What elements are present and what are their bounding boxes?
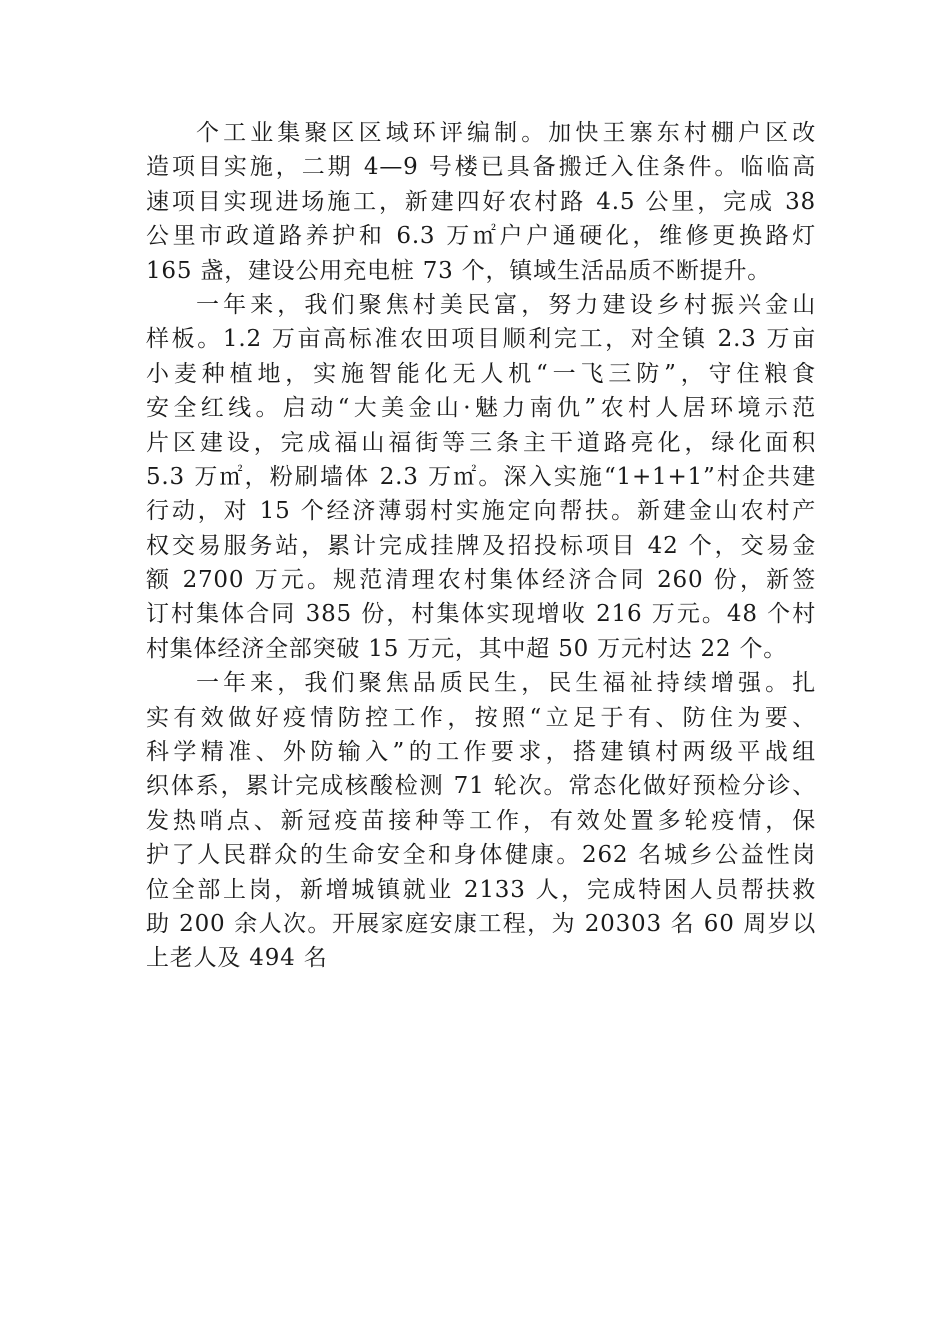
text-line: 公里市政道路养护和 6.3 万㎡户户通硬化，维修更换路灯 [146,223,816,250]
text-line: 样板。1.2 万亩高标准农田项目顺利完工，对全镇 2.3 万亩 [146,326,816,353]
text-line: 织体系，累计完成核酸检测 71 轮次。常态化做好预检分诊、 [146,773,816,800]
document-body [146,116,816,976]
text-line: 科学精准、外防输入”的工作要求，搭建镇村两级平战组 [146,739,816,766]
text-line: 165 盏，建设公用充电桩 73 个，镇域生活品质不断提升。 [146,257,772,284]
text-line: 额 2700 万元。规范清理农村集体经济合同 260 份，新签 [146,567,816,594]
text-line: 实有效做好疫情防控工作，按照“立足于有、防住为要、 [146,704,816,731]
text-line: 助 200 余人次。开展家庭安康工程，为 20303 名 60 周岁以 [146,910,816,937]
text-line: 位全部上岗，新增城镇就业 2133 人，完成特困人员帮扶救 [146,876,816,903]
text-line: 片区建设，完成福山福街等三条主干道路亮化，绿化面积 [146,429,816,456]
text-line: 村集体经济全部突破 15 万元，其中超 50 万元村达 22 个。 [146,635,788,662]
paragraph-rural-revitalization [146,288,816,666]
text-line: 造项目实施，二期 4—9 号楼已具备搬迁入住条件。临临高 [146,154,816,181]
text-line: 一年来，我们聚焦品质民生，民生福祉持续增强。扎 [196,670,816,697]
text-line: 行动，对 15 个经济薄弱村实施定向帮扶。新建金山农村产 [146,498,816,525]
paragraph-infrastructure [146,116,816,288]
text-line: 一年来，我们聚焦村美民富，努力建设乡村振兴金山 [196,291,816,318]
text-line: 速项目实现进场施工，新建四好农村路 4.5 公里，完成 38 [146,188,816,215]
text-line: 小麦种植地，实施智能化无人机“一飞三防”，守住粮食 [146,360,816,387]
text-line: 护了人民群众的生命安全和身体健康。262 名城乡公益性岗 [146,842,816,869]
text-line: 个工业集聚区区域环评编制。加快王寨东村棚户区改 [196,120,816,146]
text-line: 5.3 万㎡，粉刷墙体 2.3 万㎡。深入实施“1+1+1”村企共建 [146,463,816,490]
text-line: 安全红线。启动“大美金山·魅力南仇”农村人居环境示范 [146,395,816,422]
text-line: 订村集体合同 385 份，村集体实现增收 216 万元。48 个村 [146,601,816,628]
text-line: 上老人及 494 名 [146,945,328,972]
paragraph-livelihood [146,666,816,976]
text-line: 权交易服务站，累计完成挂牌及招投标项目 42 个，交易金 [146,532,816,559]
text-line: 发热哨点、新冠疫苗接种等工作，有效处置多轮疫情，保 [146,807,816,834]
